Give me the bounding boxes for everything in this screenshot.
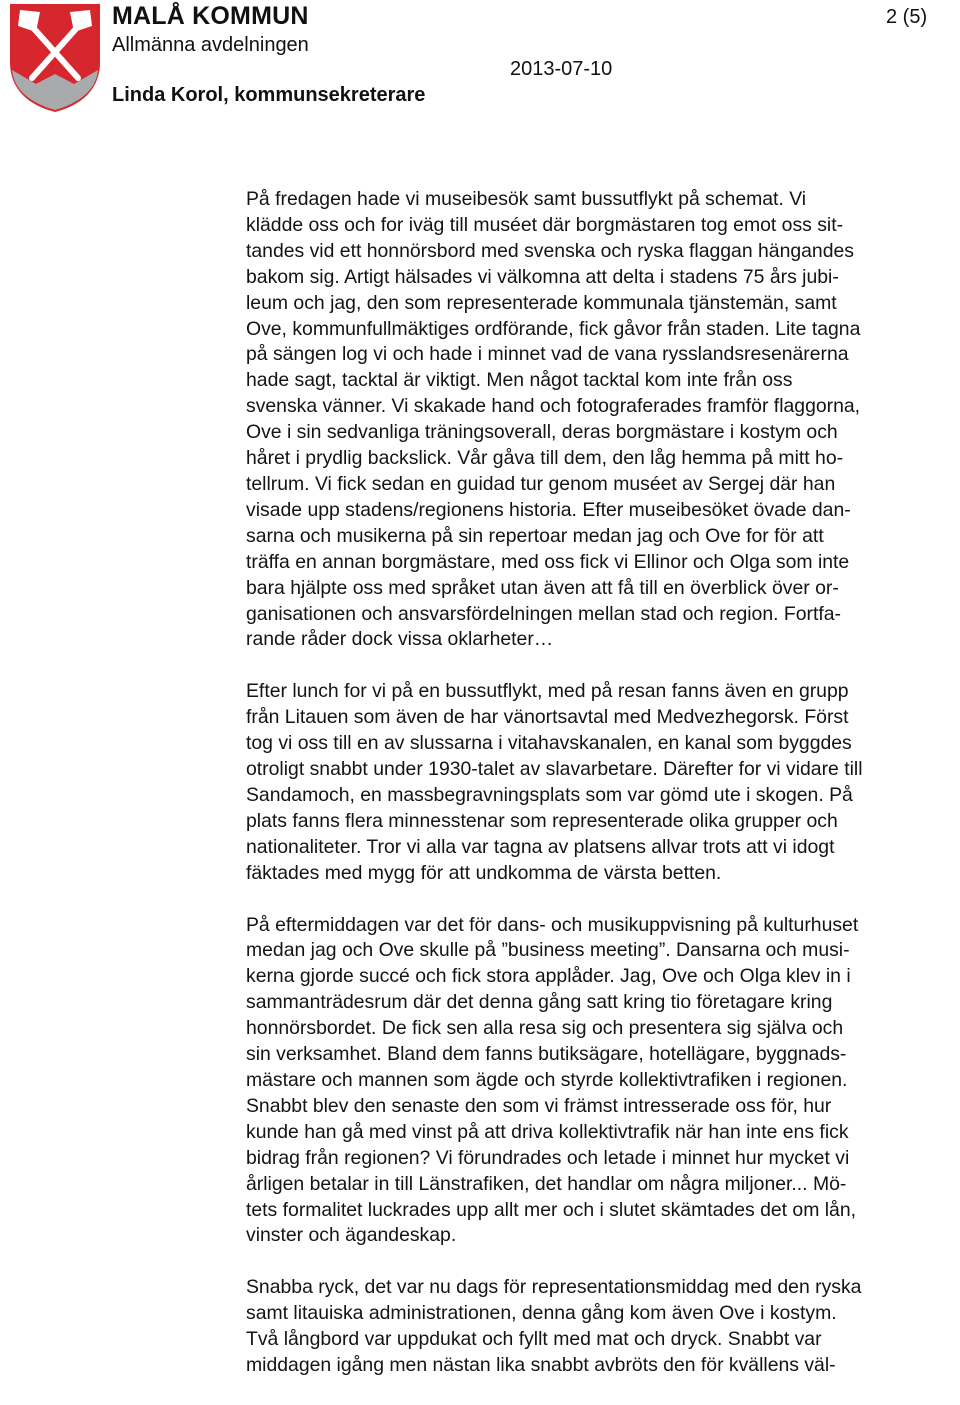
text-line: Sandamoch, en massbegravningsplats som var gömd ute i skogen. På [246, 783, 853, 806]
paragraph-museum-visit [246, 187, 960, 653]
paragraph-bus-trip [246, 679, 960, 886]
text-line: sin verksamhet. Bland dem fanns butiksägare, hotellägare, byggnads- [246, 1043, 847, 1066]
text-line: Ove i sin sedvanliga träningsoverall, deras borgmästare i kostym och [246, 421, 838, 444]
letterhead [0, 0, 960, 120]
text-line: På eftermiddagen var det för dans- och musikuppvisning på kulturhuset [246, 913, 859, 936]
text-line: tellrum. Vi fick sedan en guidad tur genom muséet av Sergej där han [246, 472, 836, 495]
text-line: otroligt snabbt under 1930-talet av slavarbetare. Därefter for vi vidare till [246, 758, 863, 781]
text-line: vinster och ägandeskap. [246, 1224, 457, 1247]
author-line: Linda Korol, kommunsekreterare [112, 84, 426, 106]
text-line: tog vi oss till en av slussarna i vitahavskanalen, en kanal som byggdes [246, 732, 852, 755]
text-line: honnörsbordet. De fick sen alla resa sig och presentera sig själva och [246, 1017, 844, 1040]
document-date: 2013-07-10 [510, 58, 613, 80]
text-line: leum och jag, den som representerade kommunala tjänstemän, samt [246, 291, 837, 314]
text-line: På fredagen hade vi museibesök samt bussutflykt på schemat. Vi [246, 188, 807, 210]
text-line: ganisationen och ansvarsfördelningen mellan stad och region. Fortfa- [246, 602, 842, 625]
text-line: Efter lunch for vi på en bussutflykt, med på resan fanns även en grupp [246, 680, 849, 703]
text-line: medan jag och Ove skulle på ”business meeting”. Dansarna och musi- [246, 939, 850, 962]
coat-of-arms-crossed-axes-icon [6, 0, 104, 114]
text-line: plats fanns flera minnesstenar som representerade olika grupper och [246, 809, 838, 832]
text-line: tets formalitet luckrades upp allt mer och i slutet skämtades det om lån, [246, 1198, 857, 1221]
text-line: visade upp stadens/regionens historia. Efter museibesöket övade dan- [246, 498, 851, 521]
text-line: bakom sig. Artigt hälsades vi välkomna att delta i stadens 75 års jubi- [246, 265, 839, 288]
organization-name: MALÅ KOMMUN [112, 2, 309, 30]
text-line: Två långbord var uppdukat och fyllt med mat och dryck. Snabbt var [246, 1328, 822, 1351]
text-line: svenska vänner. Vi skakade hand och fotograferades framför flaggorna, [246, 395, 861, 418]
text-line: sammanträdesrum där det denna gång satt kring tio företagare kring [246, 991, 833, 1014]
text-line: samt litauiska administrationen, denna gång kom även Ove i kostym. [246, 1302, 837, 1325]
text-line: klädde oss och for iväg till muséet där borgmästaren tog emot oss sit- [246, 213, 844, 236]
text-line: kerna gjorde succé och fick stora applåder. Jag, Ove och Olga klev in i [246, 965, 851, 988]
text-line: mästare och mannen som ägde och styrde kollektivtrafiken i regionen. [246, 1069, 848, 1091]
text-line: årligen betalar in till Länstrafiken, det handlar om några miljoner... Mö- [246, 1172, 847, 1195]
department-name: Allmänna avdelningen [112, 34, 309, 56]
text-line: bara hjälpte oss med språket utan även att få till en överblick över or- [246, 576, 839, 599]
text-line: fäktades med mygg för att undkomma de värsta betten. [246, 861, 722, 884]
text-line: från Litauen som även de har vänortsavtal med Medvezhegorsk. Först [246, 706, 849, 729]
text-line: middagen igång men nästan lika snabbt avbröts den för kvällens väl- [246, 1354, 836, 1377]
text-line: nationaliteter. Tror vi alla var tagna av platsens allvar trots att vi idogt [246, 835, 835, 858]
paragraph-business-meeting [246, 913, 960, 1250]
text-line: Snabbt blev den senaste den som vi främst intresserade oss för, hur [246, 1094, 832, 1117]
text-line: hade sagt, tacktal är viktigt. Men något tacktal kom inte från oss [246, 369, 793, 392]
text-line: på sängen log vi och hade i minnet vad de vana rysslandsresenärerna [246, 343, 849, 366]
text-line: rande råder dock vissa oklarheter… [246, 628, 554, 651]
text-line: träffa en annan borgmästare, med oss fick vi Ellinor och Olga som inte [246, 550, 850, 573]
text-line: tandes vid ett honnörsbord med svenska och ryska flaggan hängandes [246, 239, 854, 262]
paragraph-dinner [246, 1275, 960, 1379]
document-body [246, 187, 960, 1405]
text-line: bidrag från regionen? Vi förundrades och letade i minnet hur mycket vi [246, 1146, 850, 1169]
text-line: sarna och musikerna på sin repertoar medan jag och Ove for för att [246, 524, 824, 547]
text-line: kunde han gå med vinst på att driva kollektivtrafik när han inte ens fick [246, 1120, 849, 1143]
text-line: Snabba ryck, det var nu dags för representationsmiddag med den ryska [246, 1276, 862, 1299]
page-number: 2 (5) [886, 6, 928, 28]
text-line: Ove, kommunfullmäktiges ordförande, fick gåvor från staden. Lite tagna [246, 317, 861, 340]
text-line: håret i prydlig backslick. Vår gåva till dem, den låg hemma på mitt ho- [246, 447, 844, 470]
